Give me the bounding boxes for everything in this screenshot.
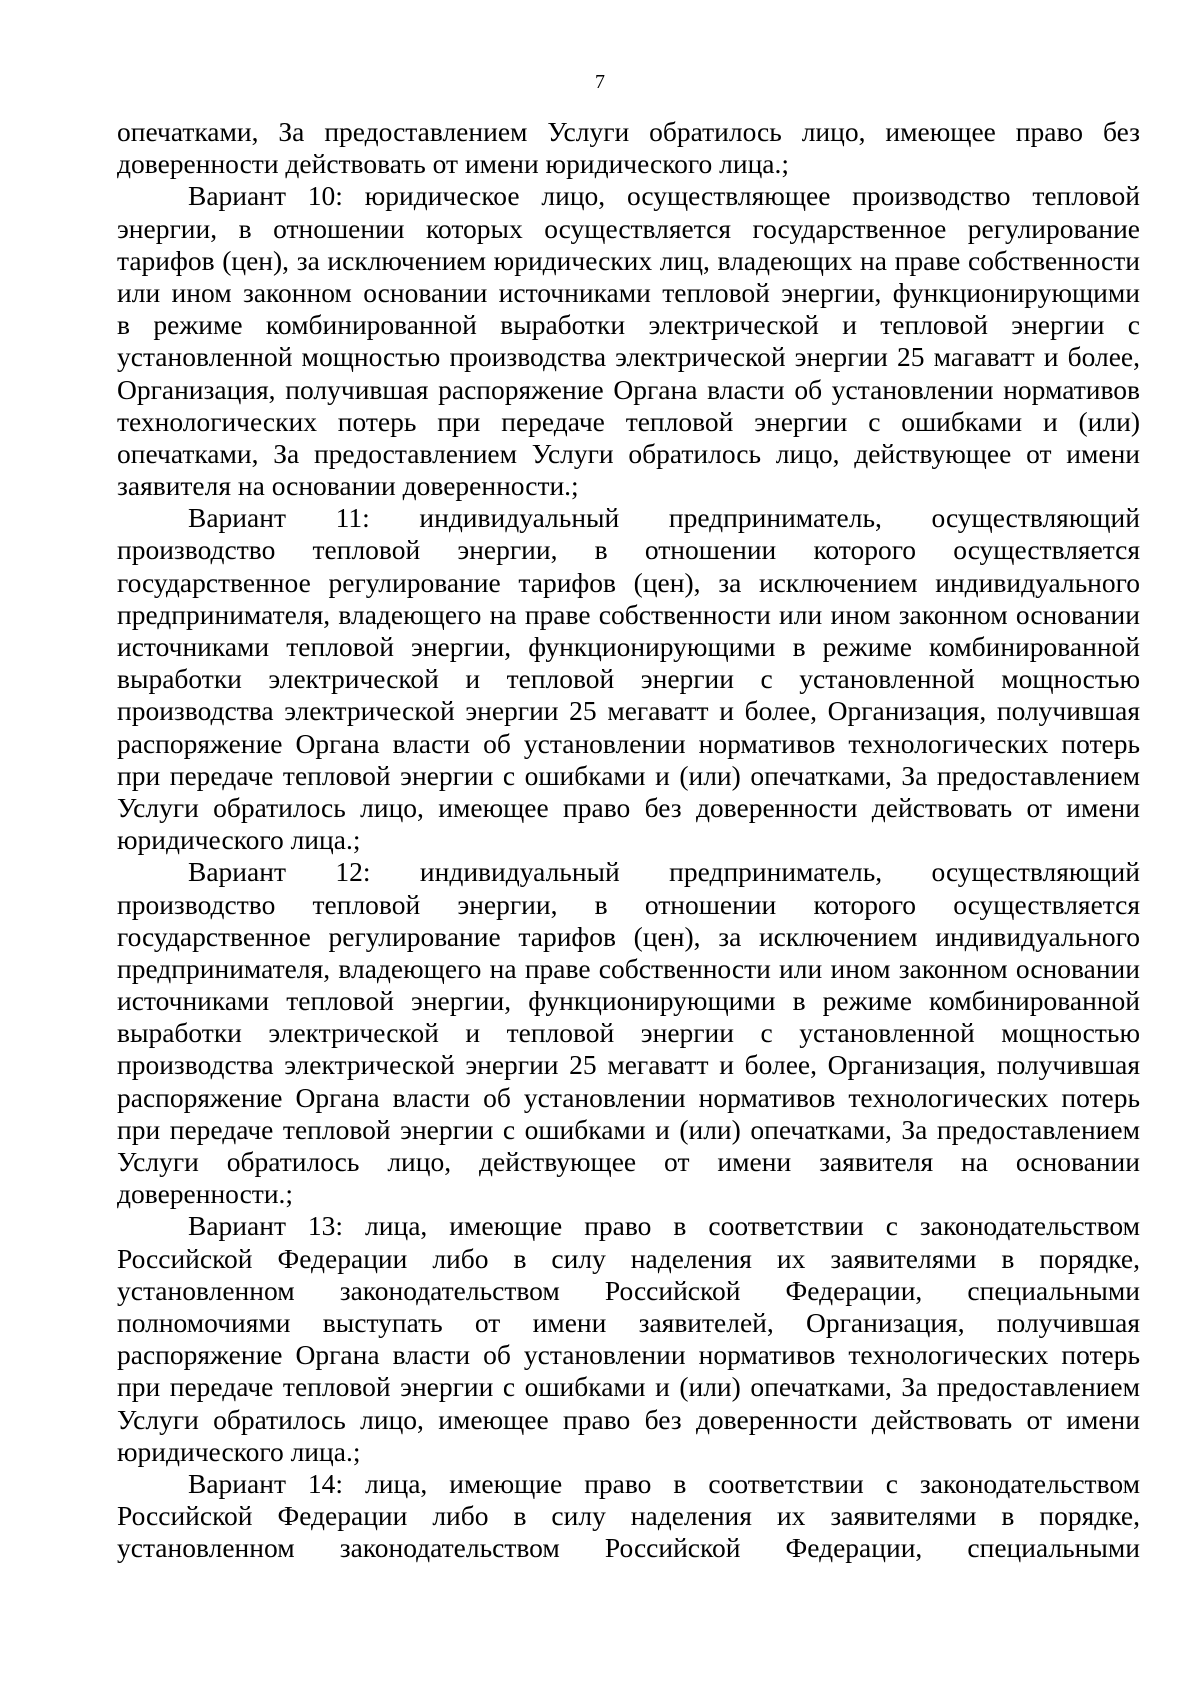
- text-line: предпринимателя, владеющего на праве собственности или ином законном основании: [117, 952, 1140, 984]
- text-line: полномочиями выступать от имени заявителей, Организация, получившая: [117, 1306, 1140, 1338]
- text-line: производства электрической энергии 25 мегаватт и более, Организация, получившая: [117, 1049, 1140, 1081]
- text-line: выработки электрической и тепловой энергии с установленной мощностью: [117, 663, 1140, 695]
- text-line: источниками тепловой энергии, функционирующими в режиме комбинированной: [117, 985, 1140, 1017]
- paragraph-first-line: Вариант 12: индивидуальный предприниматель, осуществляющий: [188, 856, 1140, 888]
- paragraph-first-line: Вариант 13: лица, имеющие право в соответствии с законодательством: [188, 1210, 1140, 1242]
- text-line: государственное регулирование тарифов (цен), за исключением индивидуального: [117, 920, 1140, 952]
- text-line: Услуги обратилось лицо, имеющее право без доверенности действовать от имени: [117, 791, 1140, 823]
- text-line: распоряжение Органа власти об установлении нормативов технологических потерь: [117, 727, 1140, 759]
- text-line: доверенности.;: [117, 1178, 294, 1210]
- text-line: опечатками, За предоставлением Услуги обратилось лицо, действующее от имени: [117, 437, 1140, 469]
- text-line: государственное регулирование тарифов (цен), за исключением индивидуального: [117, 566, 1140, 598]
- text-line: установленном законодательством Российской Федерации, специальными: [117, 1532, 1140, 1564]
- paragraph-first-line: Вариант 11: индивидуальный предприниматель, осуществляющий: [188, 502, 1140, 534]
- text-line: опечатками, За предоставлением Услуги обратилось лицо, имеющее право без: [117, 116, 1140, 147]
- text-line: или ином законном основании источниками тепловой энергии, функционирующими: [117, 276, 1140, 308]
- document-body: [117, 116, 1140, 1564]
- text-line: технологических потерь при передаче тепловой энергии с ошибками и (или): [117, 405, 1140, 437]
- text-line: установленной мощностью производства электрической энергии 25 магаватт и более,: [117, 341, 1140, 373]
- text-line: источниками тепловой энергии, функционирующими в режиме комбинированной: [117, 631, 1140, 662]
- text-line: заявителя на основании доверенности.;: [117, 470, 579, 502]
- paragraph-first-line: Вариант 10: юридическое лицо, осуществляющее производство тепловой: [188, 180, 1140, 212]
- text-line: производство тепловой энергии, в отношении которого осуществляется: [117, 888, 1140, 920]
- text-line: распоряжение Органа власти об установлении нормативов технологических потерь: [117, 1339, 1140, 1371]
- text-line: при передаче тепловой энергии с ошибками и (или) опечатками, За предоставлением: [117, 1113, 1140, 1145]
- text-line: Организация, получившая распоряжение Органа власти об установлении нормативов: [117, 373, 1140, 405]
- text-line: Услуги обратилось лицо, имеющее право без доверенности действовать от имени: [117, 1403, 1140, 1435]
- text-line: производства электрической энергии 25 мегаватт и более, Организация, получившая: [117, 695, 1140, 727]
- text-line: выработки электрической и тепловой энергии с установленной мощностью: [117, 1017, 1140, 1049]
- text-line: Услуги обратилось лицо, действующее от имени заявителя на основании: [117, 1146, 1140, 1177]
- text-line: тарифов (цен), за исключением юридических лиц, владеющих на праве собственности: [117, 244, 1140, 276]
- text-line: установленном законодательством Российской Федерации, специальными: [117, 1274, 1140, 1306]
- text-line: энергии, в отношении которых осуществляется государственное регулирование: [117, 212, 1140, 244]
- text-line: предпринимателя, владеющего на праве собственности или ином законном основании: [117, 598, 1140, 630]
- text-line: Российской Федерации либо в силу наделения их заявителями в порядке,: [117, 1242, 1140, 1274]
- text-line: Российской Федерации либо в силу наделения их заявителями в порядке,: [117, 1500, 1140, 1532]
- text-line: в режиме комбинированной выработки электрической и тепловой энергии с: [117, 309, 1140, 341]
- text-line: производство тепловой энергии, в отношении которого осуществляется: [117, 534, 1140, 566]
- text-line: распоряжение Органа власти об установлении нормативов технологических потерь: [117, 1081, 1140, 1113]
- page-number: 7: [595, 71, 605, 93]
- text-line: доверенности действовать от имени юридического лица.;: [117, 148, 790, 180]
- text-line: юридического лица.;: [117, 1435, 361, 1467]
- paragraph-first-line: Вариант 14: лица, имеющие право в соответствии с законодательством: [188, 1467, 1140, 1499]
- text-line: при передаче тепловой энергии с ошибками и (или) опечатками, За предоставлением: [117, 759, 1140, 791]
- text-line: при передаче тепловой энергии с ошибками и (или) опечатками, За предоставлением: [117, 1371, 1140, 1403]
- text-line: юридического лица.;: [117, 824, 361, 856]
